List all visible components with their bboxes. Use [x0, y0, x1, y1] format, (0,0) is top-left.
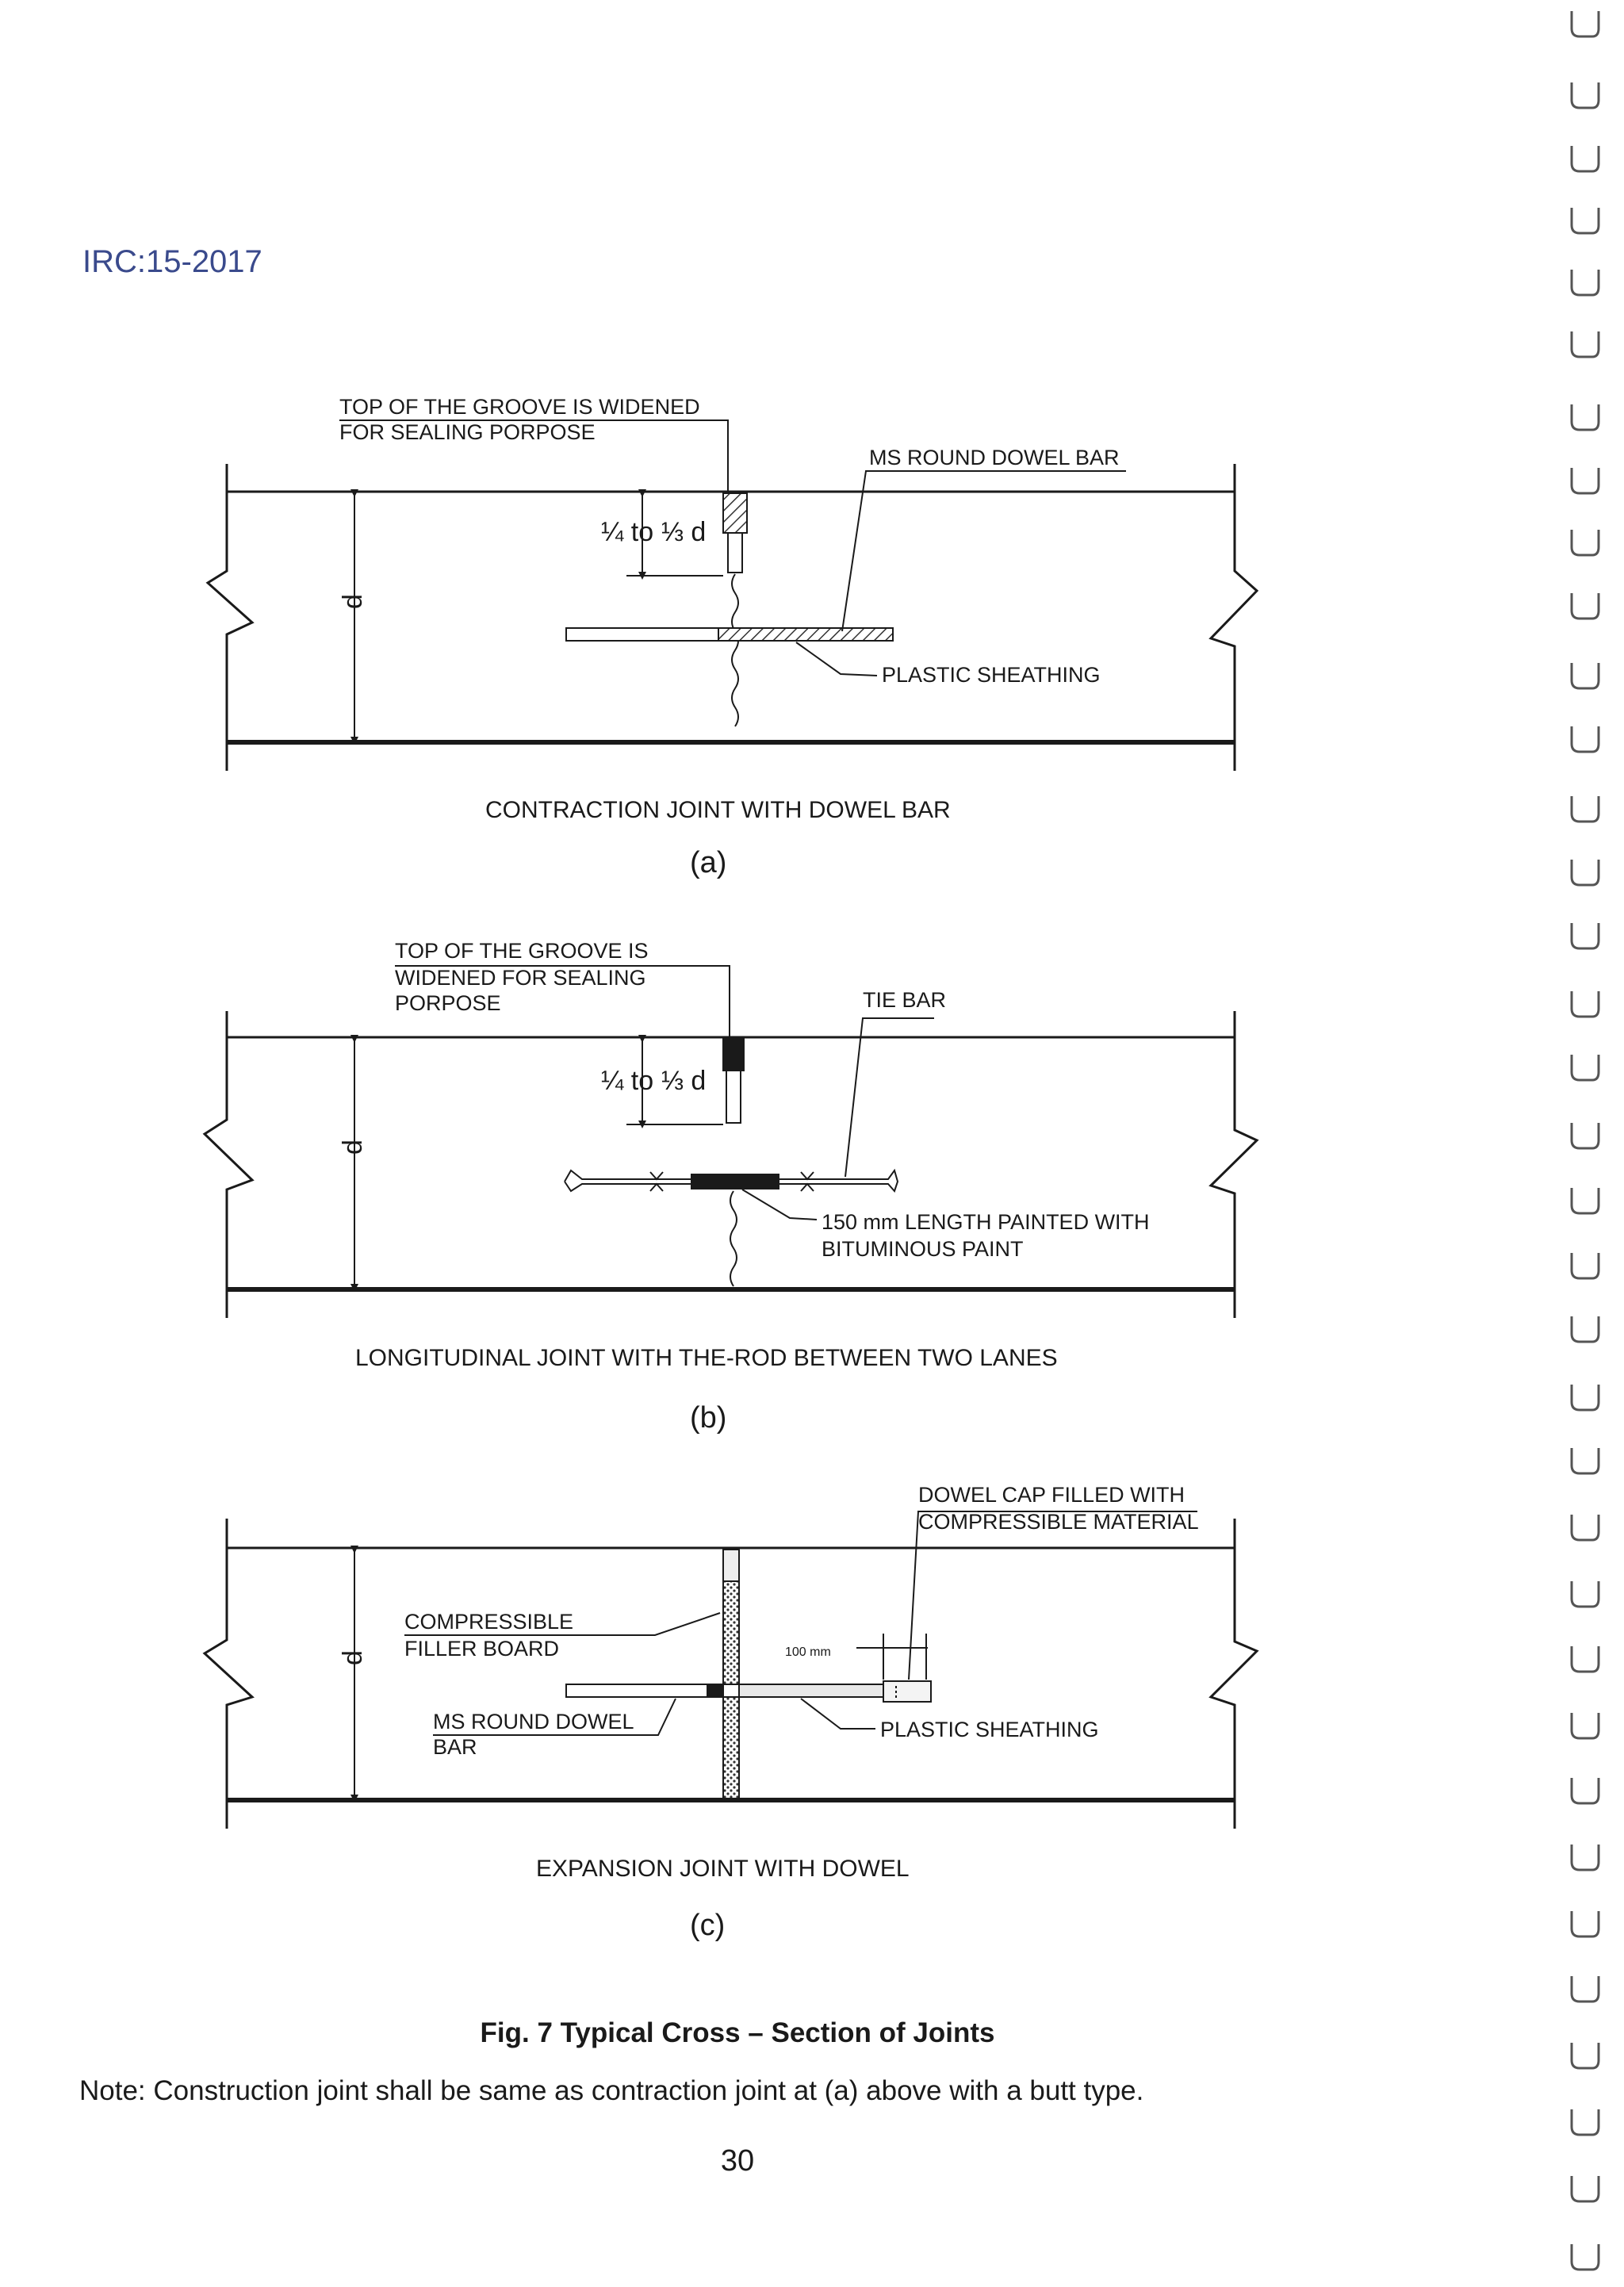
panel-b-depth-label: d	[338, 1140, 368, 1155]
panel-b-groove-label-1: TOP OF THE GROOVE IS	[395, 939, 649, 963]
panel-a-dowel-label: MS ROUND DOWEL BAR	[869, 446, 1120, 469]
panel-c-labels	[338, 1483, 1199, 1942]
panel-c-filler-label-2: FILLER BOARD	[404, 1637, 560, 1661]
panel-a-caption: CONTRACTION JOINT WITH DOWEL BAR	[485, 797, 951, 823]
panel-a-depth-label: d	[338, 594, 368, 609]
panel-c-sheathing-label: PLASTIC SHEATHING	[880, 1718, 1099, 1741]
panel-c-filler-label-1: COMPRESSIBLE	[404, 1610, 574, 1634]
panel-b-paint-label-2: BITUMINOUS PAINT	[822, 1237, 1024, 1261]
panel-a-sub: (a)	[690, 846, 727, 879]
panel-c-gap-label: 100 mm	[785, 1645, 831, 1659]
panel-a-groove-label-1: TOP OF THE GROOVE IS WIDENED	[339, 395, 700, 419]
panel-c-caption: EXPANSION JOINT WITH DOWEL	[536, 1856, 910, 1882]
panel-b-groove-label-3: PORPOSE	[395, 991, 501, 1015]
page-number: 30	[720, 2144, 755, 2178]
panel-a-groove-label-2: FOR SEALING PORPOSE	[339, 420, 596, 444]
panel-b-tie-label: TIE BAR	[863, 988, 947, 1012]
figure-note: Note: Construction joint shall be same as contraction joint at (a) above with a butt type.	[79, 2075, 1144, 2106]
panel-c-sub: (c)	[690, 1909, 726, 1942]
panel-a-sheathing-label: PLASTIC SHEATHING	[882, 663, 1101, 687]
panel-b-groove-depth-label: ¼ to ⅓ d	[601, 1066, 707, 1096]
panel-b-caption: LONGITUDINAL JOINT WITH THE-ROD BETWEEN TWO LANES	[355, 1345, 1058, 1371]
spiral-binding	[1572, 11, 1599, 2270]
panel-a-groove-depth-label: ¼ to ⅓ d	[601, 517, 707, 547]
panel-c-depth-label: d	[338, 1650, 368, 1665]
panel-b-groove-label-2: WIDENED FOR SEALING	[395, 966, 646, 990]
document-code: IRC:15-2017	[82, 244, 262, 279]
panel-c-dowel-label-1: MS ROUND DOWEL	[433, 1710, 634, 1733]
panel-b-paint-label-1: 150 mm LENGTH PAINTED WITH	[822, 1210, 1150, 1234]
panel-c-dowel-label-2: BAR	[433, 1735, 477, 1759]
panel-b-sub: (b)	[690, 1401, 727, 1435]
panel-c-cap-label-1: DOWEL CAP FILLED WITH	[918, 1483, 1185, 1507]
figure-title: Fig. 7 Typical Cross – Section of Joints	[480, 2017, 995, 2048]
panel-c-expansion-joint	[205, 1511, 1257, 1829]
panel-c-cap-label-2: COMPRESSIBLE MATERIAL	[918, 1510, 1199, 1534]
